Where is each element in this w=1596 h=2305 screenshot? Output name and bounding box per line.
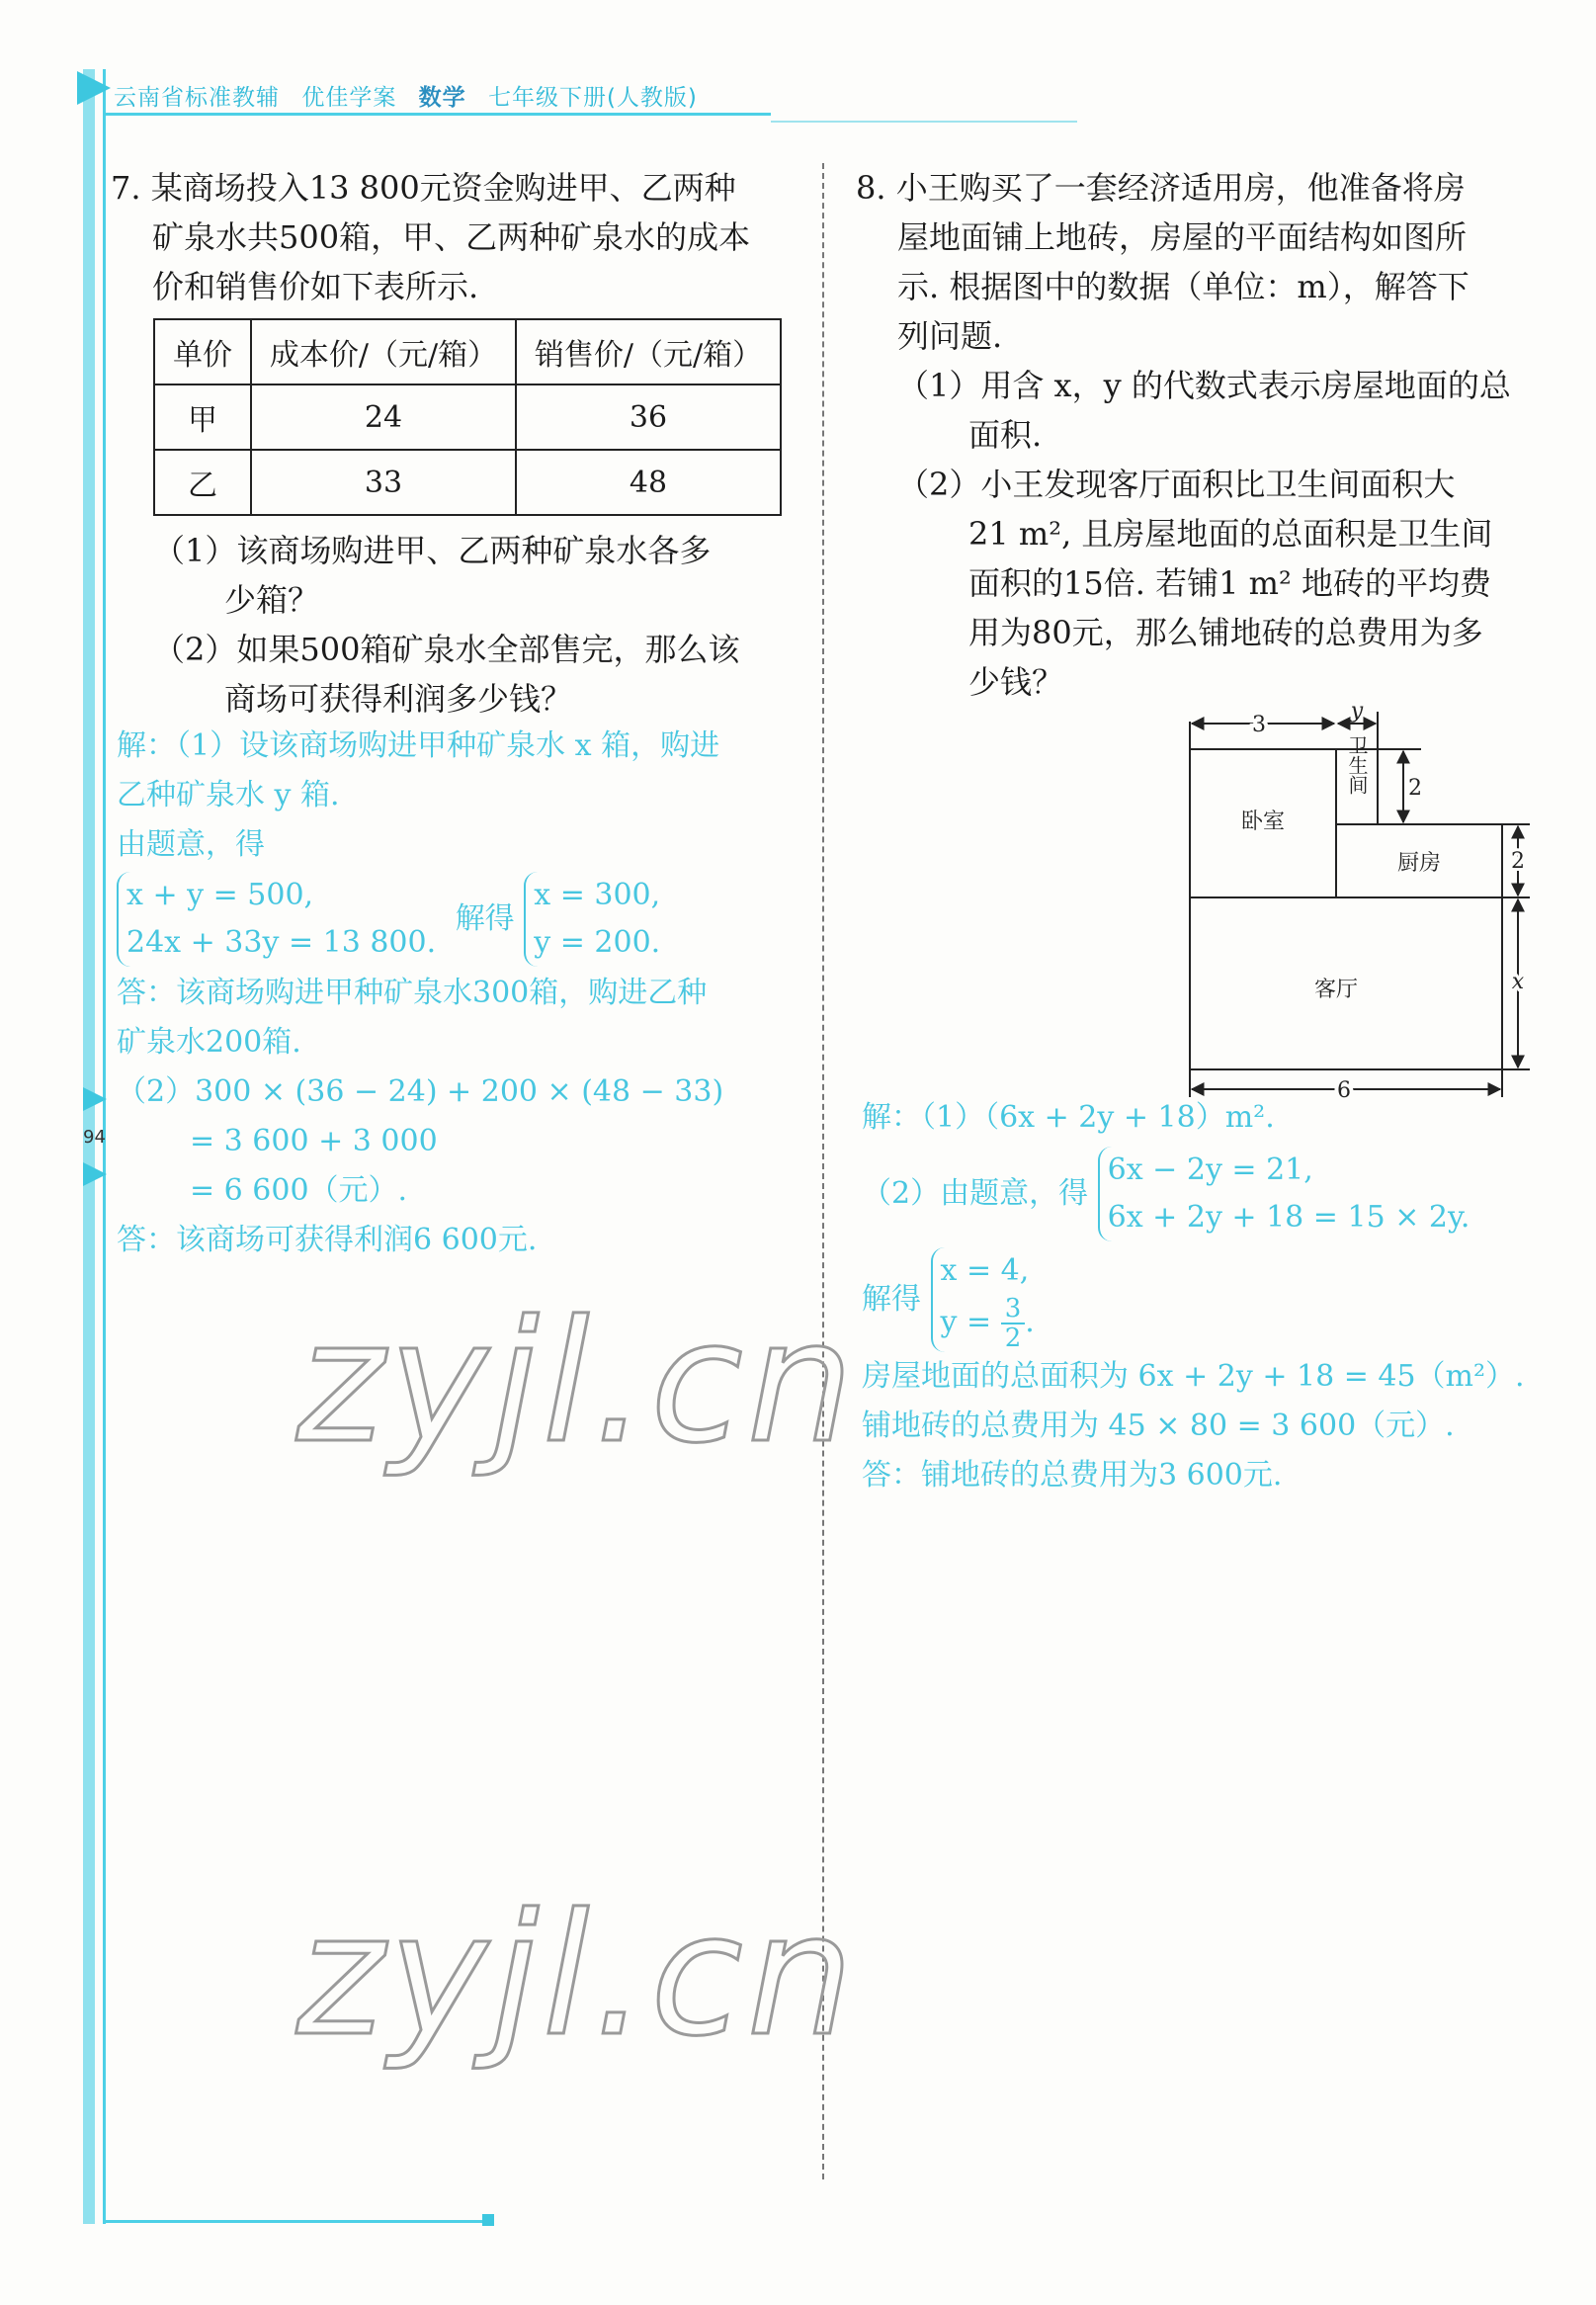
room-kitchen-label: 厨房 <box>1396 851 1442 876</box>
q7-ans-line: 答：该商场购进甲种矿泉水300箱，购进乙种 <box>117 976 708 1010</box>
q8-sol2-prefix: y = <box>940 1305 1001 1339</box>
q7-stem-3: 价和销售价如下表所示. <box>152 268 479 305</box>
q8-sol1: x = 4, <box>940 1253 1030 1288</box>
q7-part1-line2: 少箱？ <box>224 581 320 619</box>
dim-label: 3 <box>1252 713 1266 737</box>
q8-part2-line5: 少钱？ <box>968 663 1064 701</box>
q8-answer <box>862 1093 1554 1500</box>
q7-part1-line1: （1）该商场购进甲、乙两种矿泉水各多 <box>153 532 712 569</box>
q8-part2-line1: （2）小王发现客厅面积比卫生间面积大 <box>897 466 1456 503</box>
plan-outline <box>1190 749 1502 1069</box>
q8-ans-line: 答：铺地砖的总费用为3 600元. <box>862 1458 1283 1493</box>
dim-label: y <box>1350 702 1364 724</box>
q8-equation-system <box>862 1147 1554 1241</box>
q7-solve-label: 解得 <box>455 901 515 936</box>
table-header-cell: 销售价/（元/箱） <box>516 319 781 384</box>
header-underline-thin <box>771 121 1077 123</box>
q8-eq2: 6x + 2y + 18 = 15 × 2y. <box>1107 1200 1470 1235</box>
room-living-label: 客厅 <box>1313 978 1359 1002</box>
q8-stem-4: 列问题. <box>897 317 1003 355</box>
dim-label: 6 <box>1337 1078 1351 1103</box>
q7-stem-2: 矿泉水共500箱，甲、乙两种矿泉水的成本 <box>152 218 751 256</box>
q8-number: 8. <box>856 169 886 207</box>
q8-solution-brace <box>931 1247 1035 1352</box>
table-cell: 乙 <box>154 450 251 515</box>
room-bathroom-label: 卫生间 <box>1345 735 1369 795</box>
footer-square <box>482 2214 494 2226</box>
q8-part2-line2: 21 m², 且房屋地面的总面积是卫生间 <box>968 515 1493 553</box>
table-row <box>154 384 781 450</box>
q8-solution-system <box>862 1247 1554 1352</box>
q7-eq1: x + y = 500, <box>126 878 314 912</box>
column-divider <box>822 163 824 2179</box>
table-row <box>154 450 781 515</box>
header-book: 优佳学案 <box>301 85 397 111</box>
table-cell: 36 <box>516 384 781 450</box>
room-bedroom-label: 卧室 <box>1240 810 1286 834</box>
header-series: 云南省标准教辅 <box>114 85 280 111</box>
q7-ans-line: 解：（1）设该商场购进甲种矿泉水 x 箱，购进 <box>117 728 720 763</box>
q7-ans-line: 矿泉水200箱. <box>117 1025 301 1060</box>
q7-eq2: 24x + 33y = 13 800. <box>126 925 437 960</box>
q8-eq1: 6x − 2y = 21, <box>1107 1152 1313 1187</box>
q8-stem-1: 小王购买了一套经济适用房，他准备将房 <box>895 169 1466 207</box>
q8-fraction <box>1001 1295 1026 1352</box>
q7-number: 7. <box>111 169 141 207</box>
fraction-denominator: 2 <box>1004 1323 1022 1353</box>
q7-ans-line: = 6 600（元）. <box>190 1173 408 1208</box>
q8-solve-label: 解得 <box>862 1282 921 1317</box>
footer-line <box>103 2220 488 2223</box>
q8-ans-line: 铺地砖的总费用为 45 × 80 = 3 600（元）. <box>862 1409 1455 1443</box>
q7-part2-line1: （2）如果500箱矿泉水全部售完，那么该 <box>153 631 740 668</box>
q7-ans-line: （2）300 × (36 − 24) + 200 × (48 − 33) <box>117 1074 724 1109</box>
table-cell: 48 <box>516 450 781 515</box>
q8-ans-line: 房屋地面的总面积为 6x + 2y + 18 = 45（m²）. <box>862 1359 1525 1394</box>
q7-answer <box>117 722 798 1265</box>
q8-sol2-suffix: . <box>1025 1305 1035 1339</box>
dim-label: 2 <box>1511 849 1525 874</box>
table-cell: 24 <box>251 384 516 450</box>
header-title <box>114 79 712 112</box>
header-underline <box>103 113 771 116</box>
q8-system-brace <box>1098 1147 1470 1241</box>
q7-equation-system <box>117 872 798 967</box>
q7-ans-line: = 3 600 + 3 000 <box>190 1124 438 1158</box>
q8-part2-line3: 面积的15倍. 若铺1 m² 地砖的平均费 <box>968 564 1491 602</box>
q7-sol2: y = 200. <box>534 925 661 960</box>
header-grade: 七年级下册(人教版) <box>487 85 698 111</box>
q8-part1-line2: 面积. <box>968 416 1043 454</box>
page-number: 94 <box>83 1127 106 1148</box>
q7-part2-line2: 商场可获得利润多少钱？ <box>224 680 573 718</box>
watermark: zyjl.cn <box>296 1878 858 2074</box>
dim-label: x <box>1511 970 1525 994</box>
floor-plan-diagram <box>1166 702 1532 1117</box>
question-7 <box>111 163 783 311</box>
q7-ans-line: 答：该商场可获得利润6 600元. <box>117 1223 538 1257</box>
q7-stem-1: 某商场投入13 800元资金购进甲、乙两种 <box>150 169 736 207</box>
q7-parts <box>153 526 786 724</box>
q7-ans-line: 由题意，得 <box>117 827 265 862</box>
q7-ans-line: 乙种矿泉水 y 箱. <box>117 778 340 812</box>
q8-stem-3: 示. 根据图中的数据（单位：m），解答下 <box>897 268 1470 305</box>
table-cell: 甲 <box>154 384 251 450</box>
q8-part2-line4: 用为80元，那么铺地砖的总费用为多 <box>968 614 1483 651</box>
table-header-cell: 单价 <box>154 319 251 384</box>
fraction-numerator: 3 <box>1001 1295 1026 1324</box>
q7-system-brace <box>117 872 436 967</box>
q8-ans-line: 解：（1）（6x + 2y + 18）m². <box>862 1100 1275 1135</box>
question-8 <box>856 163 1548 707</box>
table-header-row <box>154 319 781 384</box>
header-subject: 数学 <box>418 85 466 111</box>
dim-label: 2 <box>1408 776 1422 801</box>
q8-stem-2: 屋地面铺上地砖，房屋的平面结构如图所 <box>897 218 1468 256</box>
q7-sol1: x = 300, <box>534 878 661 912</box>
q8-part1-line1: （1）用含 x，y 的代数式表示房屋地面的总 <box>897 367 1511 404</box>
q7-price-table <box>153 318 782 516</box>
table-header-cell: 成本价/（元/箱） <box>251 319 516 384</box>
table-cell: 33 <box>251 450 516 515</box>
q7-solution-brace <box>524 872 660 967</box>
watermark: zyjl.cn <box>296 1285 858 1481</box>
q8-ans-line: （2）由题意，得 <box>862 1176 1089 1211</box>
